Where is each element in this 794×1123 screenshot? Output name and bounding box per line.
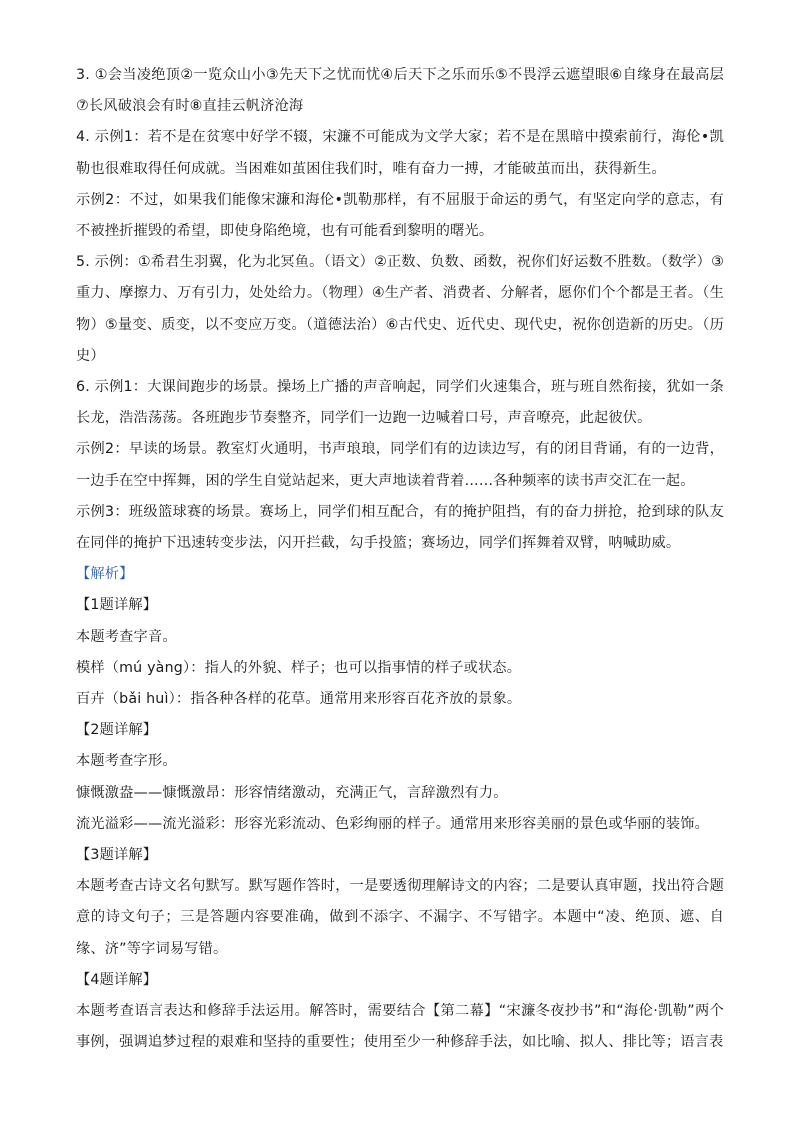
answer-q6-example-2: 示例2：早读的场景。教室灯火通明，书声琅琅，同学们有的边读边写，有的闭目背诵，有的一边背，一边手在空中挥舞，困的学生自觉站起来，更大声地读着背着……各种频率的读书声交汇在一起。 xyxy=(76,441,724,489)
q1-item-2: 百卉（bǎi huì）：指各种各样的花草。通常用来形容百花齐放的景象。 xyxy=(76,691,522,708)
q2-intro: 本题考查字形。 xyxy=(76,753,177,770)
answer-q4-example-1: 4. 示例1：若不是在贫寒中好学不辍，宋濂不可能成为文学大家；若不是在黑暗中摸索前行，海伦•凯勒也很难取得任何成就。当困难如茧困住我们时，唯有奋力一搏，才能破茧而出，获得新生。 xyxy=(76,129,724,177)
q2-item-2: 流光溢彩——流光溢彩：形容光彩流动、色彩绚丽的样子。通常用来形容美丽的景色或华丽的装饰。 xyxy=(76,815,710,832)
q2-item-1: 慷慨激盎——慷慨激昂：形容情绪激动，充满正气，言辞激烈有力。 xyxy=(76,784,508,801)
analysis-heading: 【解析】 xyxy=(76,566,134,583)
q1-intro: 本题考查字音。 xyxy=(76,628,177,645)
q3-analysis: 本题考查古诗文名句默写。默写题作答时，一是要透彻理解诗文的内容；二是要认真审题，找出符合题意的诗文句子；三是答题内容要准确，做到不添字、不漏字、不写错字。本题中“凌、绝顶、遮、自缘、济”等字词易写错。 xyxy=(76,878,724,957)
q3-detail-heading: 【3题详解】 xyxy=(76,847,158,864)
q4-detail-heading: 【4题详解】 xyxy=(76,971,158,988)
answer-content xyxy=(76,60,724,1059)
q4-analysis: 本题考查语言表达和修辞手法运用。解答时，需要结合【第二幕】“宋濂冬夜抄书”和“海伦·凯勒”两个事例，强调追梦过程的艰难和坚持的重要性；使用至少一种修辞手法，如比喻、拟人、排比等；语言表 xyxy=(76,1003,724,1051)
q1-detail-heading: 【1题详解】 xyxy=(76,597,158,614)
q2-detail-heading: 【2题详解】 xyxy=(76,722,158,739)
q1-item-1: 模样（mú yàng）：指人的外貌、样子；也可以指事情的样子或状态。 xyxy=(76,659,522,676)
answer-q5: 5. 示例：①希君生羽翼，化为北冥鱼。（语文）②正数、负数、函数，祝你们好运数不胜数。（数学）③重力、摩擦力、万有引力，处处给力。（物理）④生产者、消费者、分解者，愿你们个个都是王者。（生物）⑤量变、质变，以不变应万变。（道德法治）⑥古代史、近代史、现代史，祝你创造新的历史。（历史） xyxy=(76,254,724,364)
answer-q3: 3. ①会当凌绝顶②一览众山小③先天下之忧而忧④后天下之乐而乐⑤不畏浮云遮望眼⑥自缘身在最高层⑦长风破浪会有时⑧直挂云帆济沧海 xyxy=(76,67,724,115)
answer-q6-example-3: 示例3：班级篮球赛的场景。赛场上，同学们相互配合，有的掩护阻挡，有的奋力拼抢，抢到球的队友在同伴的掩护下迅速转变步法，闪开拦截，勾手投篮；赛场边，同学们挥舞着双臂，呐喊助威。 xyxy=(76,503,724,552)
answer-q6-example-1: 6. 示例1：大课间跑步的场景。操场上广播的声音响起，同学们火速集合，班与班自然衔接，犹如一条长龙，浩浩荡荡。各班跑步节奏整齐，同学们一边跑一边喊着口号，声音嘹亮，此起彼伏。 xyxy=(76,379,724,427)
answer-q4-example-2: 示例2：不过，如果我们能像宋濂和海伦•凯勒那样，有不屈服于命运的勇气，有坚定向学的意志，有不被挫折摧毁的希望，即使身陷绝境，也有可能看到黎明的曙光。 xyxy=(76,191,724,240)
